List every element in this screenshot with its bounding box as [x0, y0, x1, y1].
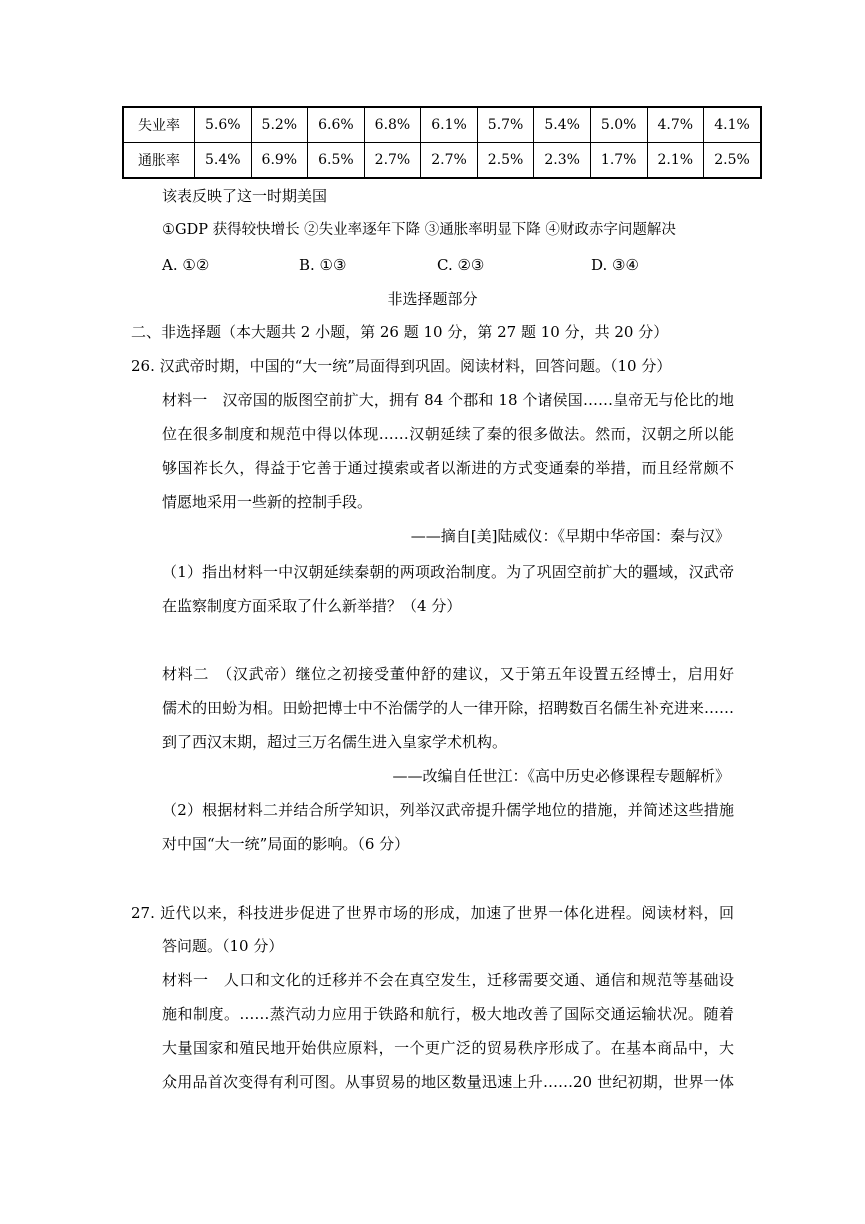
- q27-material1-line: 材料一 人口和文化的迁移并不会在真空发生，迁移需要交通、通信和规范等基础设: [162, 971, 734, 989]
- table-cell: 2.1%: [647, 143, 704, 179]
- q25-option-d: D. ③④: [591, 256, 639, 274]
- q27-material1-line: 施和制度。……蒸汽动力应用于铁路和航行，极大地改善了国际交通运输状况。随着: [162, 1005, 734, 1023]
- q27-material1-line: 众用品首次变得有利可图。从事贸易的地区数量迅速上升……20 世纪初期，世界一体: [162, 1073, 734, 1091]
- q25-option-c: C. ②③: [437, 256, 485, 274]
- table-cell: 5.6%: [195, 107, 252, 143]
- row-label: 通胀率: [123, 143, 195, 179]
- table-cell: 5.0%: [590, 107, 647, 143]
- section-title: 非选择题部分: [387, 290, 478, 308]
- table-cell: 1.7%: [590, 143, 647, 179]
- q26-material1-line: 材料一 汉帝国的版图空前扩大，拥有 84 个郡和 18 个诸侯国……皇帝无与伦比的地: [162, 391, 734, 409]
- q26-material1-line: 情愿地采用一些新的控制手段。: [162, 493, 373, 511]
- table-cell: 6.5%: [308, 143, 365, 179]
- q26-title: 26. 汉武帝时期，中国的“大一统”局面得到巩固。阅读材料，回答问题。（10 分）: [131, 357, 672, 375]
- table-cell: 2.3%: [534, 143, 591, 179]
- table-cell: 4.7%: [647, 107, 704, 143]
- q25-stem: 该表反映了这一时期美国: [162, 187, 328, 205]
- q26-question2-line: （2）根据材料二并结合所学知识，列举汉武帝提升儒学地位的措施，并简述这些措施: [162, 801, 734, 819]
- q25-statements: ①GDP 获得较快增长 ②失业率逐年下降 ③通胀率明显下降 ④财政赤字问题解决: [162, 222, 676, 238]
- section-heading: 二、非选择题（本大题共 2 小题，第 26 题 10 分，第 27 题 10 分，共 20 分）: [131, 323, 669, 341]
- table-cell: 2.7%: [421, 143, 478, 179]
- q25-option-a: A. ①②: [162, 256, 210, 274]
- q26-material1-line: 位在很多制度和规范中得以体现……汉朝延续了秦的很多做法。然而，汉朝之所以能: [162, 425, 734, 443]
- table-cell: 2.7%: [364, 143, 421, 179]
- q26-material2-line: 到了西汉末期，超过三万名儒生进入皇家学术机构。: [162, 733, 508, 751]
- q26-question2-line: 对中国“大一统”局面的影响。（6 分）: [162, 835, 410, 853]
- table-cell: 5.4%: [195, 143, 252, 179]
- table-cell: 5.7%: [477, 107, 534, 143]
- table-cell: 6.1%: [421, 107, 478, 143]
- row-label: 失业率: [123, 107, 195, 143]
- q26-material2-source: ——改编自任世江：《高中历史必修课程专题解析》: [392, 767, 730, 785]
- q27-title-line: 27. 近代以来，科技进步促进了世界市场的形成，加速了世界一体化进程。阅读材料，回: [131, 904, 734, 922]
- table-cell: 6.6%: [308, 107, 365, 143]
- q25-option-b: B. ①③: [299, 256, 347, 274]
- q26-question1-line: 在监察制度方面采取了什么新举措？（4 分）: [162, 597, 462, 615]
- table-row: [123, 143, 761, 179]
- table-cell: 4.1%: [704, 107, 761, 143]
- q26-material2-line: 儒术的田蚡为相。田蚡把博士中不治儒学的人一律开除，招聘数百名儒生补充进来……: [162, 699, 734, 717]
- q26-material2-line: 材料二 （汉武帝）继位之初接受董仲舒的建议，又于第五年设置五经博士，启用好: [162, 665, 734, 683]
- table-cell: 5.4%: [534, 107, 591, 143]
- q27-material1-line: 大量国家和殖民地开始供应原料，一个更广泛的贸易秩序形成了。在基本商品中，大: [162, 1039, 734, 1057]
- table-cell: 6.9%: [251, 143, 308, 179]
- q26-material1-line: 够国祚长久，得益于它善于通过摸索或者以渐进的方式变通秦的举措，而且经常颇不: [162, 459, 734, 477]
- table-cell: 6.8%: [364, 107, 421, 143]
- q26-material1-source: ——摘自[美]陆威仪：《早期中华帝国：秦与汉》: [410, 527, 730, 545]
- table-row: [123, 107, 761, 143]
- table-cell: 2.5%: [477, 143, 534, 179]
- q26-question1-line: （1）指出材料一中汉朝延续秦朝的两项政治制度。为了巩固空前扩大的疆域，汉武帝: [162, 563, 734, 581]
- table-cell: 5.2%: [251, 107, 308, 143]
- q27-title-line: 答问题。（10 分）: [162, 937, 284, 955]
- statistics-table: [122, 106, 762, 179]
- table-cell: 2.5%: [704, 143, 761, 179]
